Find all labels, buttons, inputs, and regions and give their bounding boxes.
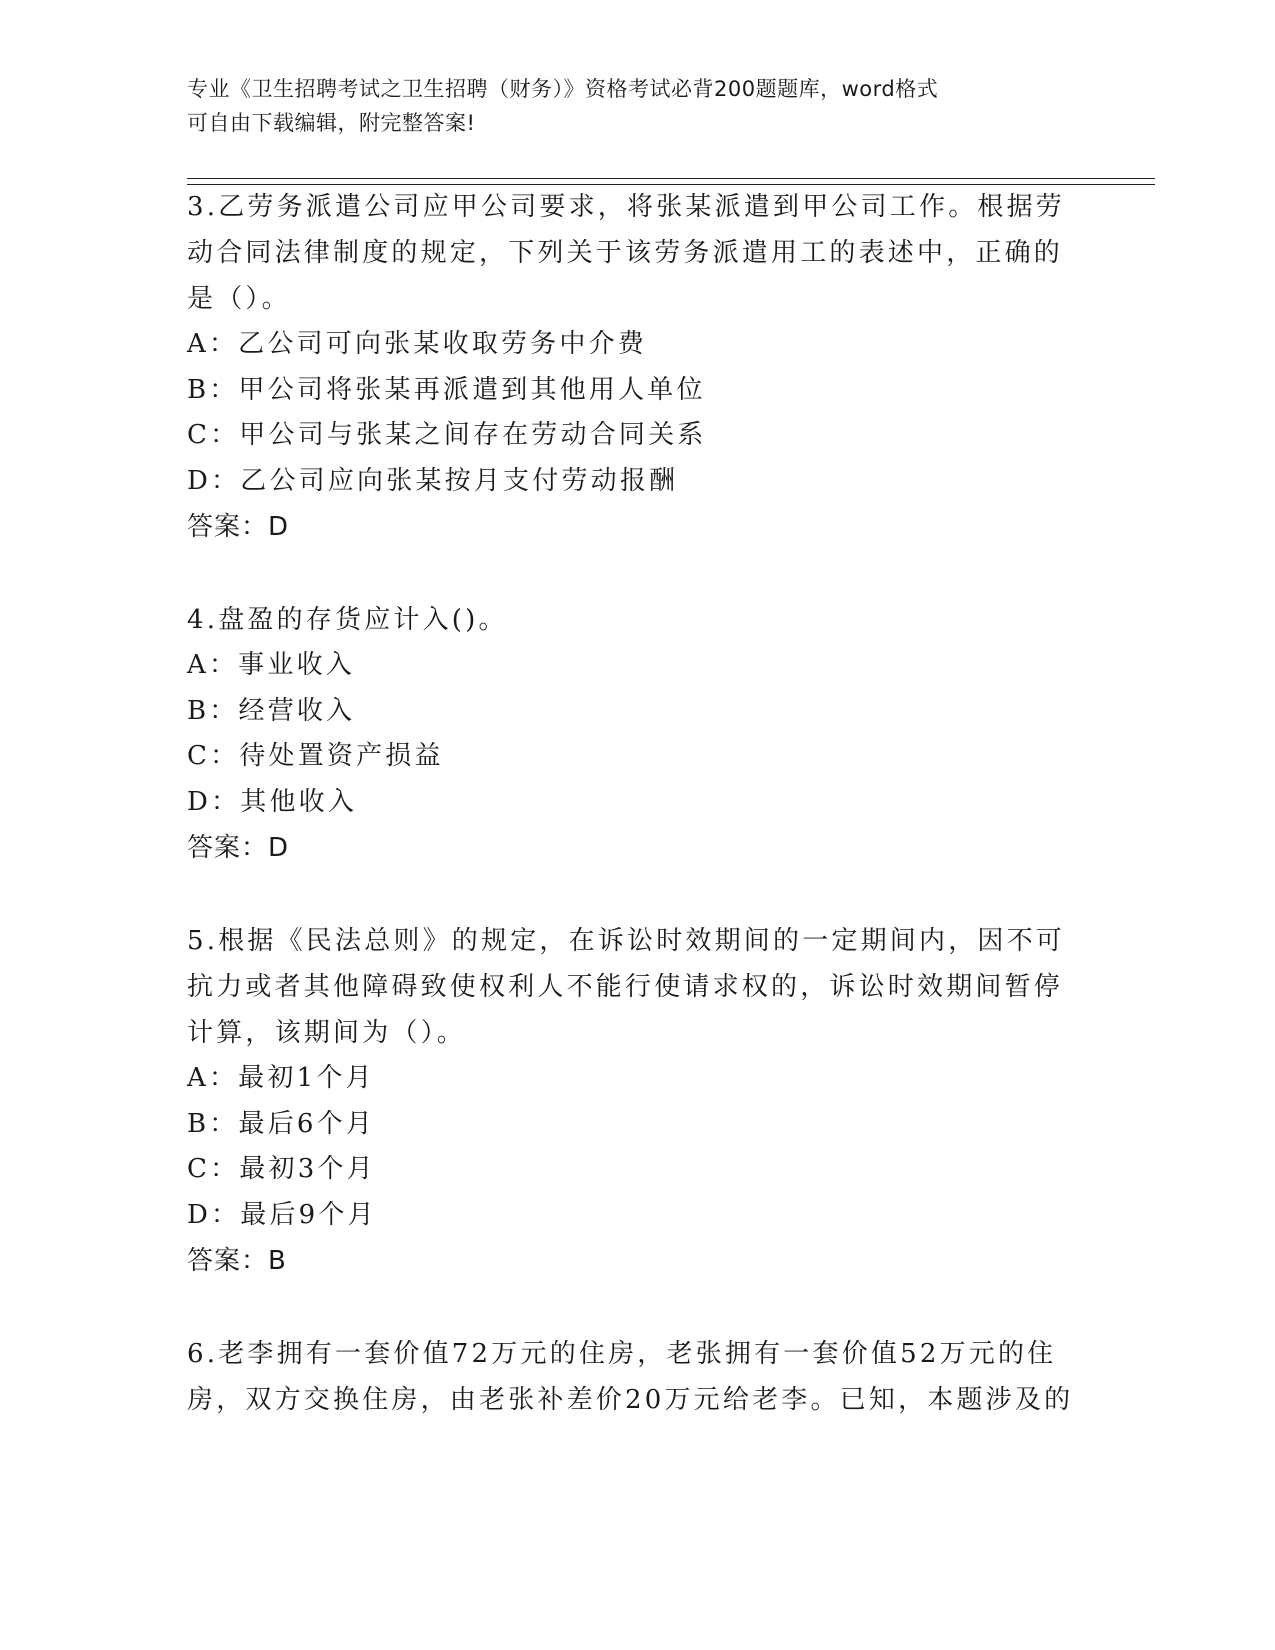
question-item [187, 184, 1087, 550]
question-stem-line: 是（）。 [187, 284, 291, 314]
header-divider-top [187, 178, 1155, 179]
question-item [187, 918, 1087, 1284]
answer-line: 答案：D [187, 512, 290, 542]
answer-line: 答案：D [187, 833, 290, 863]
question-item [187, 597, 1087, 871]
option-b: B：甲公司将张某再派遣到其他用人单位 [187, 374, 706, 405]
option-a: A：最初1个月 [187, 1063, 375, 1093]
question-item [187, 1331, 1087, 1423]
option-d: D：其他收入 [187, 786, 358, 817]
question-stem-line: 6.老李拥有一套价值72万元的住房，老张拥有一套价值52万元的住 [187, 1339, 1057, 1369]
question-stem-line: 抗力或者其他障碍致使权利人不能行使请求权的，诉讼时效期间暂停 [187, 972, 1064, 1002]
option-a: A：事业收入 [187, 650, 355, 680]
question-spacer [187, 550, 1087, 597]
header-title-line-1: 专业《卫生招聘考试之卫生招聘（财务）》资格考试必背200题题库，word格式 [187, 77, 939, 101]
option-c: C：待处置资产损益 [187, 741, 444, 771]
option-b: B：最后6个月 [187, 1108, 376, 1139]
question-list [187, 184, 1087, 1423]
option-a: A：乙公司可向张某收取劳务中介费 [187, 329, 647, 359]
header-title-line-2: 可自由下载编辑，附完整答案! [187, 111, 476, 135]
question-stem-line: 房，双方交换住房，由老张补差价20万元给老李。已知，本题涉及的 [187, 1385, 1074, 1415]
option-c: C：甲公司与张某之间存在劳动合同关系 [187, 420, 707, 450]
document-header [187, 72, 1087, 140]
question-spacer [187, 871, 1087, 918]
option-d: D：乙公司应向张某按月支付劳动报酬 [187, 465, 679, 496]
question-stem-line: 动合同法律制度的规定，下列关于该劳务派遣用工的表述中，正确的 [187, 238, 1064, 268]
question-stem-line: 计算，该期间为（）。 [187, 1018, 467, 1048]
question-stem-line: 4.盘盈的存货应计入()。 [187, 605, 508, 635]
question-stem-line: 3.乙劳务派遣公司应甲公司要求，将张某派遣到甲公司工作。根据劳 [187, 192, 1066, 222]
question-stem-line: 5.根据《民法总则》的规定，在诉讼时效期间的一定期间内，因不可 [187, 926, 1066, 956]
option-b: B：经营收入 [187, 695, 356, 726]
question-spacer [187, 1284, 1087, 1331]
option-d: D：最后9个月 [187, 1199, 377, 1230]
option-c: C：最初3个月 [187, 1154, 376, 1184]
answer-line: 答案：B [187, 1246, 287, 1276]
